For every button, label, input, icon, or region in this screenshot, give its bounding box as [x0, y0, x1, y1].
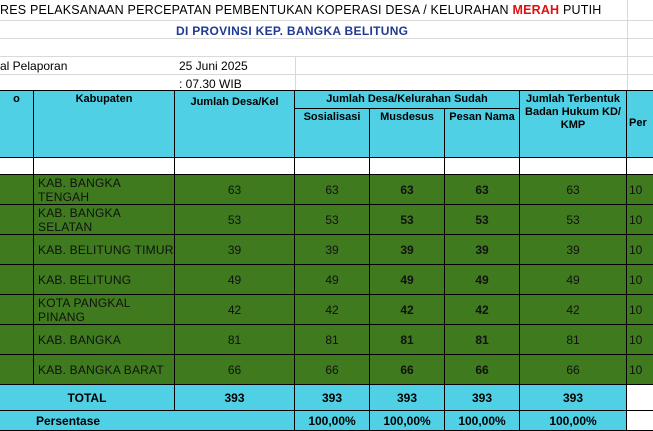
- report-time: : 07.30 WIB: [179, 77, 242, 91]
- row-pesan-nama: 81: [445, 325, 520, 355]
- row-sosialisasi: 42: [295, 295, 370, 325]
- persentase-persen: [627, 411, 653, 431]
- row-pesan-nama: 66: [445, 355, 520, 385]
- header-terbentuk: Jumlah Terbentuk Badan Hukum KD/ KMP: [520, 91, 627, 158]
- row-sosialisasi: 39: [295, 235, 370, 265]
- header-jumlah-desa: Jumlah Desa/Kel: [175, 91, 295, 158]
- gridline: [0, 74, 653, 75]
- spacer-cell: [445, 158, 520, 175]
- total-pesan-nama: 393: [445, 385, 520, 411]
- header-no: o: [0, 91, 34, 158]
- gridline: [295, 56, 296, 90]
- row-pesan-nama: 39: [445, 235, 520, 265]
- row-sosialisasi: 81: [295, 325, 370, 355]
- data-table: [0, 90, 653, 430]
- total-persen: [627, 385, 653, 411]
- row-jumlah: 66: [175, 355, 295, 385]
- row-musdesus: 66: [370, 355, 445, 385]
- row-terbentuk: 53: [520, 205, 627, 235]
- row-terbentuk: 39: [520, 235, 627, 265]
- row-persen: 10: [627, 175, 653, 205]
- spacer-cell: [520, 158, 627, 175]
- row-sosialisasi: 49: [295, 265, 370, 295]
- persentase-sosialisasi: 100,00%: [295, 411, 370, 431]
- report-date: 25 Juni 2025: [179, 59, 248, 73]
- header-jumlah-sudah: Jumlah Desa/Kelurahan Sudah: [295, 91, 520, 109]
- title-text-end: PUTIH: [559, 3, 602, 17]
- row-jumlah: 49: [175, 265, 295, 295]
- page-title: [0, 3, 653, 21]
- header-persen: Per: [627, 91, 653, 158]
- row-persen: 10: [627, 265, 653, 295]
- row-persen: 10: [627, 205, 653, 235]
- row-kabupaten: KAB. BANGKA SELATAN: [34, 205, 175, 235]
- row-kabupaten: KAB. BELITUNG: [34, 265, 175, 295]
- spacer-cell: [295, 158, 370, 175]
- row-jumlah: 53: [175, 205, 295, 235]
- row-pesan-nama: 63: [445, 175, 520, 205]
- row-musdesus: 49: [370, 265, 445, 295]
- row-musdesus: 42: [370, 295, 445, 325]
- row-terbentuk: 63: [520, 175, 627, 205]
- total-terbentuk: 393: [520, 385, 627, 411]
- row-sosialisasi: 66: [295, 355, 370, 385]
- page-subtitle: DI PROVINSI KEP. BANGKA BELITUNG: [176, 24, 409, 38]
- row-kabupaten: KAB. BANGKA BARAT: [34, 355, 175, 385]
- row-jumlah: 39: [175, 235, 295, 265]
- row-terbentuk: 81: [520, 325, 627, 355]
- spacer-cell: [0, 158, 34, 175]
- spacer-cell: [627, 158, 653, 175]
- row-persen: 10: [627, 295, 653, 325]
- row-jumlah: 63: [175, 175, 295, 205]
- spacer-cell: [34, 158, 175, 175]
- row-musdesus: 39: [370, 235, 445, 265]
- title-text: RES PELAKSANAAN PERCEPATAN PEMBENTUKAN KOPERASI DESA / KELURAHAN: [0, 3, 513, 17]
- total-jumlah: 393: [175, 385, 295, 411]
- persentase-label: Persentase: [0, 411, 295, 431]
- row-sosialisasi: 63: [295, 175, 370, 205]
- gridline: [0, 56, 653, 57]
- spacer-cell: [175, 158, 295, 175]
- spacer-cell: [370, 158, 445, 175]
- persentase-musdesus: 100,00%: [370, 411, 445, 431]
- total-sosialisasi: 393: [295, 385, 370, 411]
- row-no: [0, 355, 34, 385]
- row-persen: 10: [627, 325, 653, 355]
- row-no: [0, 175, 34, 205]
- row-persen: 10: [627, 235, 653, 265]
- row-musdesus: 81: [370, 325, 445, 355]
- header-pesan-nama: Pesan Nama: [445, 109, 520, 158]
- row-no: [0, 325, 34, 355]
- row-jumlah: 42: [175, 295, 295, 325]
- row-no: [0, 265, 34, 295]
- row-sosialisasi: 53: [295, 205, 370, 235]
- row-kabupaten: KOTA PANGKAL PINANG: [34, 295, 175, 325]
- row-pesan-nama: 49: [445, 265, 520, 295]
- row-pesan-nama: 42: [445, 295, 520, 325]
- row-terbentuk: 42: [520, 295, 627, 325]
- title-red-word: MERAH: [512, 3, 560, 17]
- row-jumlah: 81: [175, 325, 295, 355]
- row-musdesus: 53: [370, 205, 445, 235]
- row-kabupaten: KAB. BANGKA: [34, 325, 175, 355]
- persentase-terbentuk: 100,00%: [520, 411, 627, 431]
- gridline: [0, 38, 653, 39]
- row-no: [0, 205, 34, 235]
- row-persen: 10: [627, 355, 653, 385]
- row-kabupaten: KAB. BELITUNG TIMUR: [34, 235, 175, 265]
- row-pesan-nama: 53: [445, 205, 520, 235]
- total-label: TOTAL: [0, 385, 175, 411]
- row-no: [0, 235, 34, 265]
- total-musdesus: 393: [370, 385, 445, 411]
- row-terbentuk: 66: [520, 355, 627, 385]
- report-label: al Pelaporan: [0, 59, 68, 73]
- header-musdesus: Musdesus: [370, 109, 445, 158]
- row-kabupaten: KAB. BANGKA TENGAH: [34, 175, 175, 205]
- row-no: [0, 295, 34, 325]
- header-sosialisasi: Sosialisasi: [295, 109, 370, 158]
- row-terbentuk: 49: [520, 265, 627, 295]
- row-musdesus: 63: [370, 175, 445, 205]
- persentase-pesan-nama: 100,00%: [445, 411, 520, 431]
- header-kabupaten: Kabupaten: [34, 91, 175, 158]
